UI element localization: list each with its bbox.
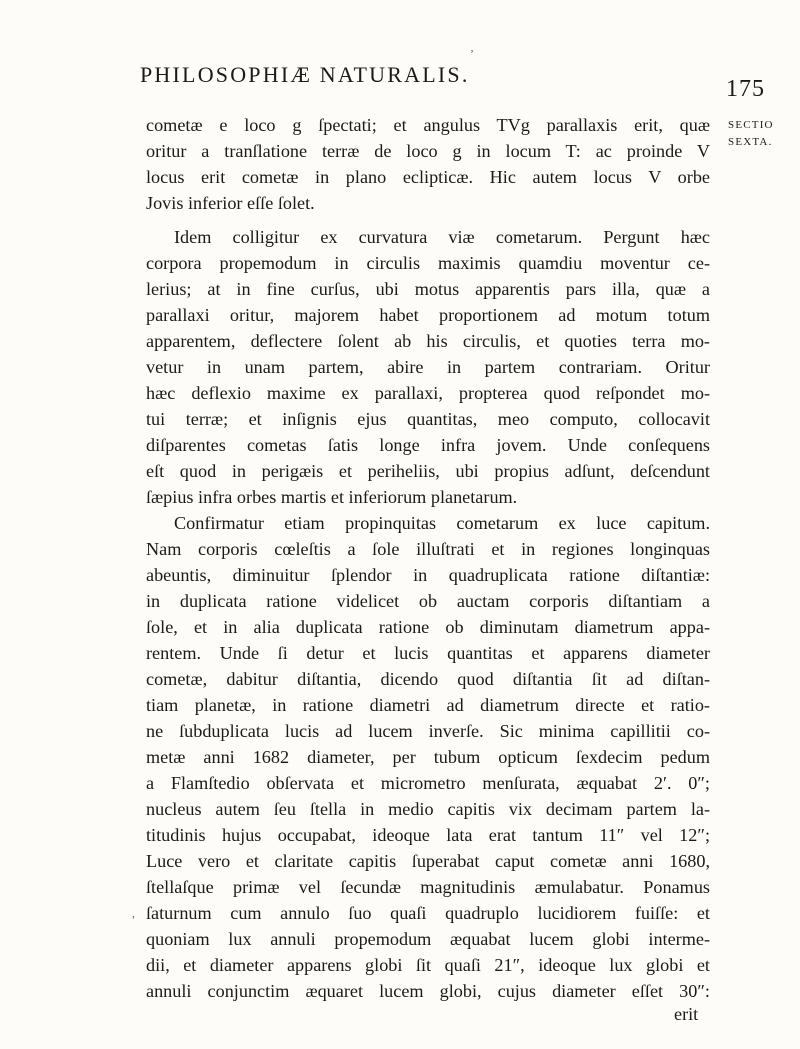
paragraph-start-line: Idem colligitur ex curvatura viæ cometarum. Pergunt hæc <box>174 227 710 247</box>
margin-note-line-2: SEXTA. <box>728 136 773 148</box>
text-line: oritur a tranſlatione terræ de loco g in locum T: ac proinde V <box>146 141 710 161</box>
text-line: ſaturnum cum annulo ſuo quaſi quadruplo lucidiorem fuiſſe: et <box>146 903 710 923</box>
text-line: cometæ e loco g ſpectati; et angulus TVg parallaxis erit, quæ <box>146 115 710 135</box>
text-line: lerius; at in fine curſus, ubi motus apparentis pars illa, quæ a <box>146 279 710 299</box>
text-line: tiam planetæ, in ratione diametri ad diametrum directe et ratio- <box>146 695 710 715</box>
text-line: ſole, et in alia duplicata ratione ob diminutam diametrum appa- <box>146 617 710 637</box>
ink-speck: ‚ <box>470 40 474 54</box>
body-text <box>146 112 710 1004</box>
text-line: corpora propemodum in circulis maximis quamdiu moventur ce- <box>146 253 710 273</box>
text-line: rentem. Unde ſi detur et lucis quantitas et apparens diameter <box>146 643 710 663</box>
text-line: locus erit cometæ in plano eclipticæ. Hic autem locus V orbe <box>146 167 710 187</box>
margin-note <box>728 117 774 151</box>
running-title: PHILOSOPHIÆ NATURALIS. <box>140 62 470 87</box>
text-line: quoniam lux annuli propemodum æquabat lucem globi interme- <box>146 929 710 949</box>
text-line: hæc deflexio maxime ex parallaxi, propterea quod reſpondet mo- <box>146 383 710 403</box>
text-line: apparentem, deflectere ſolent ab his circulis, et quoties terra mo- <box>146 331 710 351</box>
text-line: metæ anni 1682 diameter, per tubum opticum ſexdecim pedum <box>146 747 710 767</box>
catchword: erit <box>674 1004 699 1024</box>
text-line: ſtellaſque primæ vel ſecundæ magnitudinis æmulabatur. Ponamus <box>146 877 710 897</box>
text-line: titudinis hujus occupabat, ideoque lata erat tantum 11″ vel 12″; <box>146 825 710 845</box>
text-line: ne ſubduplicata lucis ad lucem inverſe. Sic minima capillitii co- <box>146 721 710 741</box>
text-line: Luce vero et claritate capitis ſuperabat caput cometæ anni 1680, <box>146 851 710 871</box>
paragraph-start-line: Confirmatur etiam propinquitas cometarum ex luce capitum. <box>174 513 710 533</box>
text-line: tui terræ; et inſignis ejus quantitas, meo computo, collocavit <box>146 409 710 429</box>
text-line: eſt quod in perigæis et periheliis, ubi propius adſunt, deſcendunt <box>146 461 710 481</box>
text-line: annuli conjunctim æquaret lucem globi, cujus diameter eſſet 30″: <box>146 981 710 1001</box>
text-line: Jovis inferior eſſe ſolet. <box>146 193 315 213</box>
text-line: in duplicata ratione videlicet ob auctam corporis diſtantiam a <box>146 591 710 611</box>
ink-speck: , <box>132 906 135 920</box>
text-line: dii, et diameter apparens globi ſit quaſi 21″, ideoque lux globi et <box>146 955 710 975</box>
margin-note-line-1: SECTIO <box>728 119 774 131</box>
text-line: vetur in unam partem, abire in partem contrariam. Oritur <box>146 357 710 377</box>
text-line: ſæpius infra orbes martis et inferiorum planetarum. <box>146 487 518 507</box>
text-line: nucleus autem ſeu ſtella in medio capitis vix decimam partem la- <box>146 799 710 819</box>
text-line: parallaxi oritur, majorem habet proportionem ad motum totum <box>146 305 710 325</box>
text-line: Nam corporis cœleſtis a ſole illuſtrati et in regiones longinquas <box>146 539 710 559</box>
page-number: 175 <box>726 76 765 102</box>
text-line: diſparentes cometas ſatis longe infra jovem. Unde conſequens <box>146 435 710 455</box>
text-line: a Flamſtedio obſervata et micrometro menſurata, æquabat 2′. 0″; <box>146 773 710 793</box>
text-line: cometæ, dabitur diſtantia, dicendo quod diſtantia ſit ad diſtan- <box>146 669 710 689</box>
text-line: abeuntis, diminuitur ſplendor in quadruplicata ratione diſtantiæ: <box>146 565 710 585</box>
